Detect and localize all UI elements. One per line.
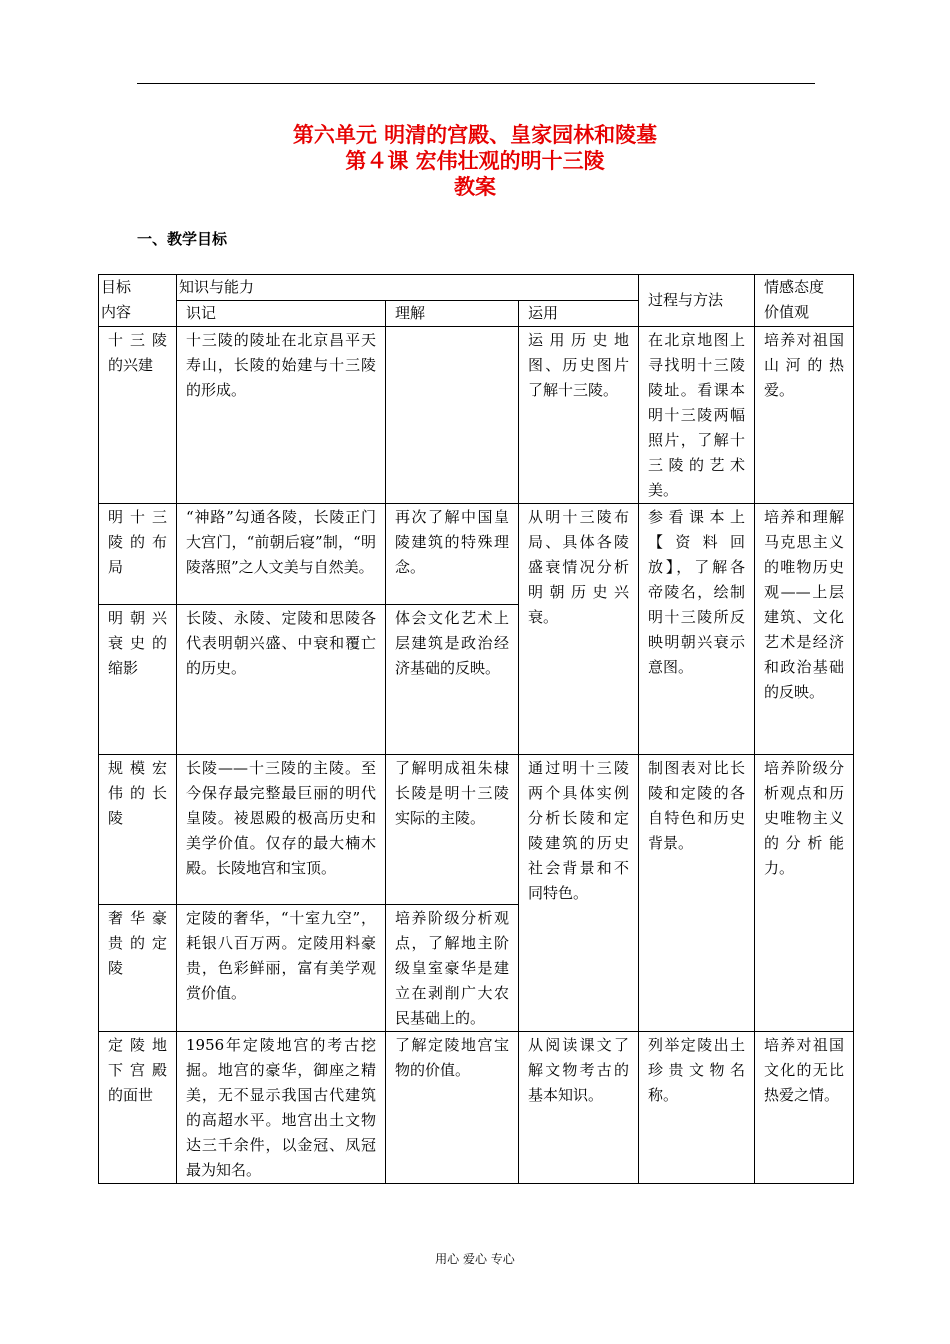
- goal-header-line2: 内容: [101, 303, 132, 321]
- recall-cell: 十三陵的陵址在北京昌平天寿山，长陵的始建与十三陵的形成。: [177, 327, 386, 504]
- topic-cell: 明十三陵的布局: [99, 504, 177, 605]
- process-header: 过程与方法: [639, 275, 755, 327]
- header-rule: [137, 83, 815, 84]
- process-cell: 制图表对比长陵和定陵的各自特色和历史背景。: [639, 755, 755, 1032]
- apply-cell: 从明十三陵布局、具体各陵盛衰情况分析明朝历史兴衰。: [519, 504, 639, 755]
- apply-cell: 从阅读课文了解文物考古的基本知识。: [519, 1032, 639, 1184]
- recall-cell: 1956年定陵地宫的考古挖掘。地宫的豪华，御座之精美，无不显示我国古代建筑的高超水平。地宫出土文物达三千余件，以金冠、凤冠最为知名。: [177, 1032, 386, 1184]
- understand-cell: 了解明成祖朱棣长陵是明十三陵实际的主陵。: [386, 755, 519, 905]
- apply-header: 运用: [519, 301, 639, 327]
- recall-cell: 长陵、永陵、定陵和思陵各代表明朝兴盛、中衰和覆亡的历史。: [177, 605, 386, 755]
- table-row: [99, 504, 854, 605]
- table-header-row: [99, 275, 854, 301]
- table-row: [99, 1032, 854, 1184]
- values-cell: 培养阶级分析观点和历史唯物主义的分析能力。: [755, 755, 854, 1032]
- teaching-goals-table: [98, 274, 854, 1184]
- goal-header-cell: [99, 275, 177, 327]
- recall-header: 识记: [177, 301, 386, 327]
- understand-cell: 了解定陵地宫宝物的价值。: [386, 1032, 519, 1184]
- topic-cell: 明朝兴衰史的缩影: [99, 605, 177, 755]
- values-cell: 培养对祖国文化的无比热爱之情。: [755, 1032, 854, 1184]
- understand-cell: 培养阶级分析观点，了解地主阶级皇室豪华是建立在剥削广大农民基础上的。: [386, 905, 519, 1032]
- recall-cell: 定陵的奢华，“十室九空”，耗银八百万两。定陵用料豪贵，色彩鲜丽，富有美学观赏价值。: [177, 905, 386, 1032]
- values-header-cell: [755, 275, 854, 327]
- process-cell: 列举定陵出土珍贵文物名称。: [639, 1032, 755, 1184]
- values-cell: 培养和理解马克思主义的唯物历史观——上层建筑、文化艺术是经济和政治基础的反映。: [755, 504, 854, 755]
- apply-cell: 运用历史地图、历史图片了解十三陵。: [519, 327, 639, 504]
- section-heading: 一、教学目标: [137, 230, 228, 248]
- knowledge-header: 知识与能力: [177, 275, 639, 301]
- unit-title: 第六单元 明清的宫殿、皇家园林和陵墓: [292, 122, 658, 147]
- values-header-line2: 价值观: [764, 303, 810, 321]
- table-row: [99, 327, 854, 504]
- goal-header-line1: 目标: [101, 278, 132, 296]
- understand-header: 理解: [386, 301, 519, 327]
- page-footer: 用心 爱心 专心: [435, 1252, 515, 1266]
- understand-cell: 再次了解中国皇陵建筑的特殊理念。: [386, 504, 519, 605]
- apply-cell: 通过明十三陵两个具体实例分析长陵和定陵建筑的历史社会背景和不同特色。: [519, 755, 639, 1032]
- process-cell: 参看课本上【资料回放】，了解各帝陵名，绘制明十三陵所反映明朝兴衰示意图。: [639, 504, 755, 755]
- lesson-title: 第４课 宏伟壮观的明十三陵: [345, 148, 605, 173]
- process-cell: 在北京地图上寻找明十三陵陵址。看课本明十三陵两幅照片，了解十三陵的艺术美。: [639, 327, 755, 504]
- topic-cell: 规模宏伟的长陵: [99, 755, 177, 905]
- understand-cell: 体会文化艺术上层建筑是政治经济基础的反映。: [386, 605, 519, 755]
- doc-type-title: 教案: [454, 174, 496, 199]
- recall-cell: “神路”勾通各陵，长陵正门大宫门，“前朝后寝”制，“明陵落照”之人文美与自然美。: [177, 504, 386, 605]
- topic-cell: 定陵地下宫殿的面世: [99, 1032, 177, 1184]
- values-cell: 培养对祖国山河的热爱。: [755, 327, 854, 504]
- recall-cell: 长陵——十三陵的主陵。至今保存最完整最巨丽的明代皇陵。祾恩殿的极高历史和美学价值。仅存的最大楠木殿。长陵地宫和宝顶。: [177, 755, 386, 905]
- topic-cell: 奢华豪贵的定陵: [99, 905, 177, 1032]
- understand-cell: [386, 327, 519, 504]
- table-row: [99, 755, 854, 905]
- topic-cell: 十三陵的兴建: [99, 327, 177, 504]
- values-header-line1: 情感态度: [764, 278, 825, 296]
